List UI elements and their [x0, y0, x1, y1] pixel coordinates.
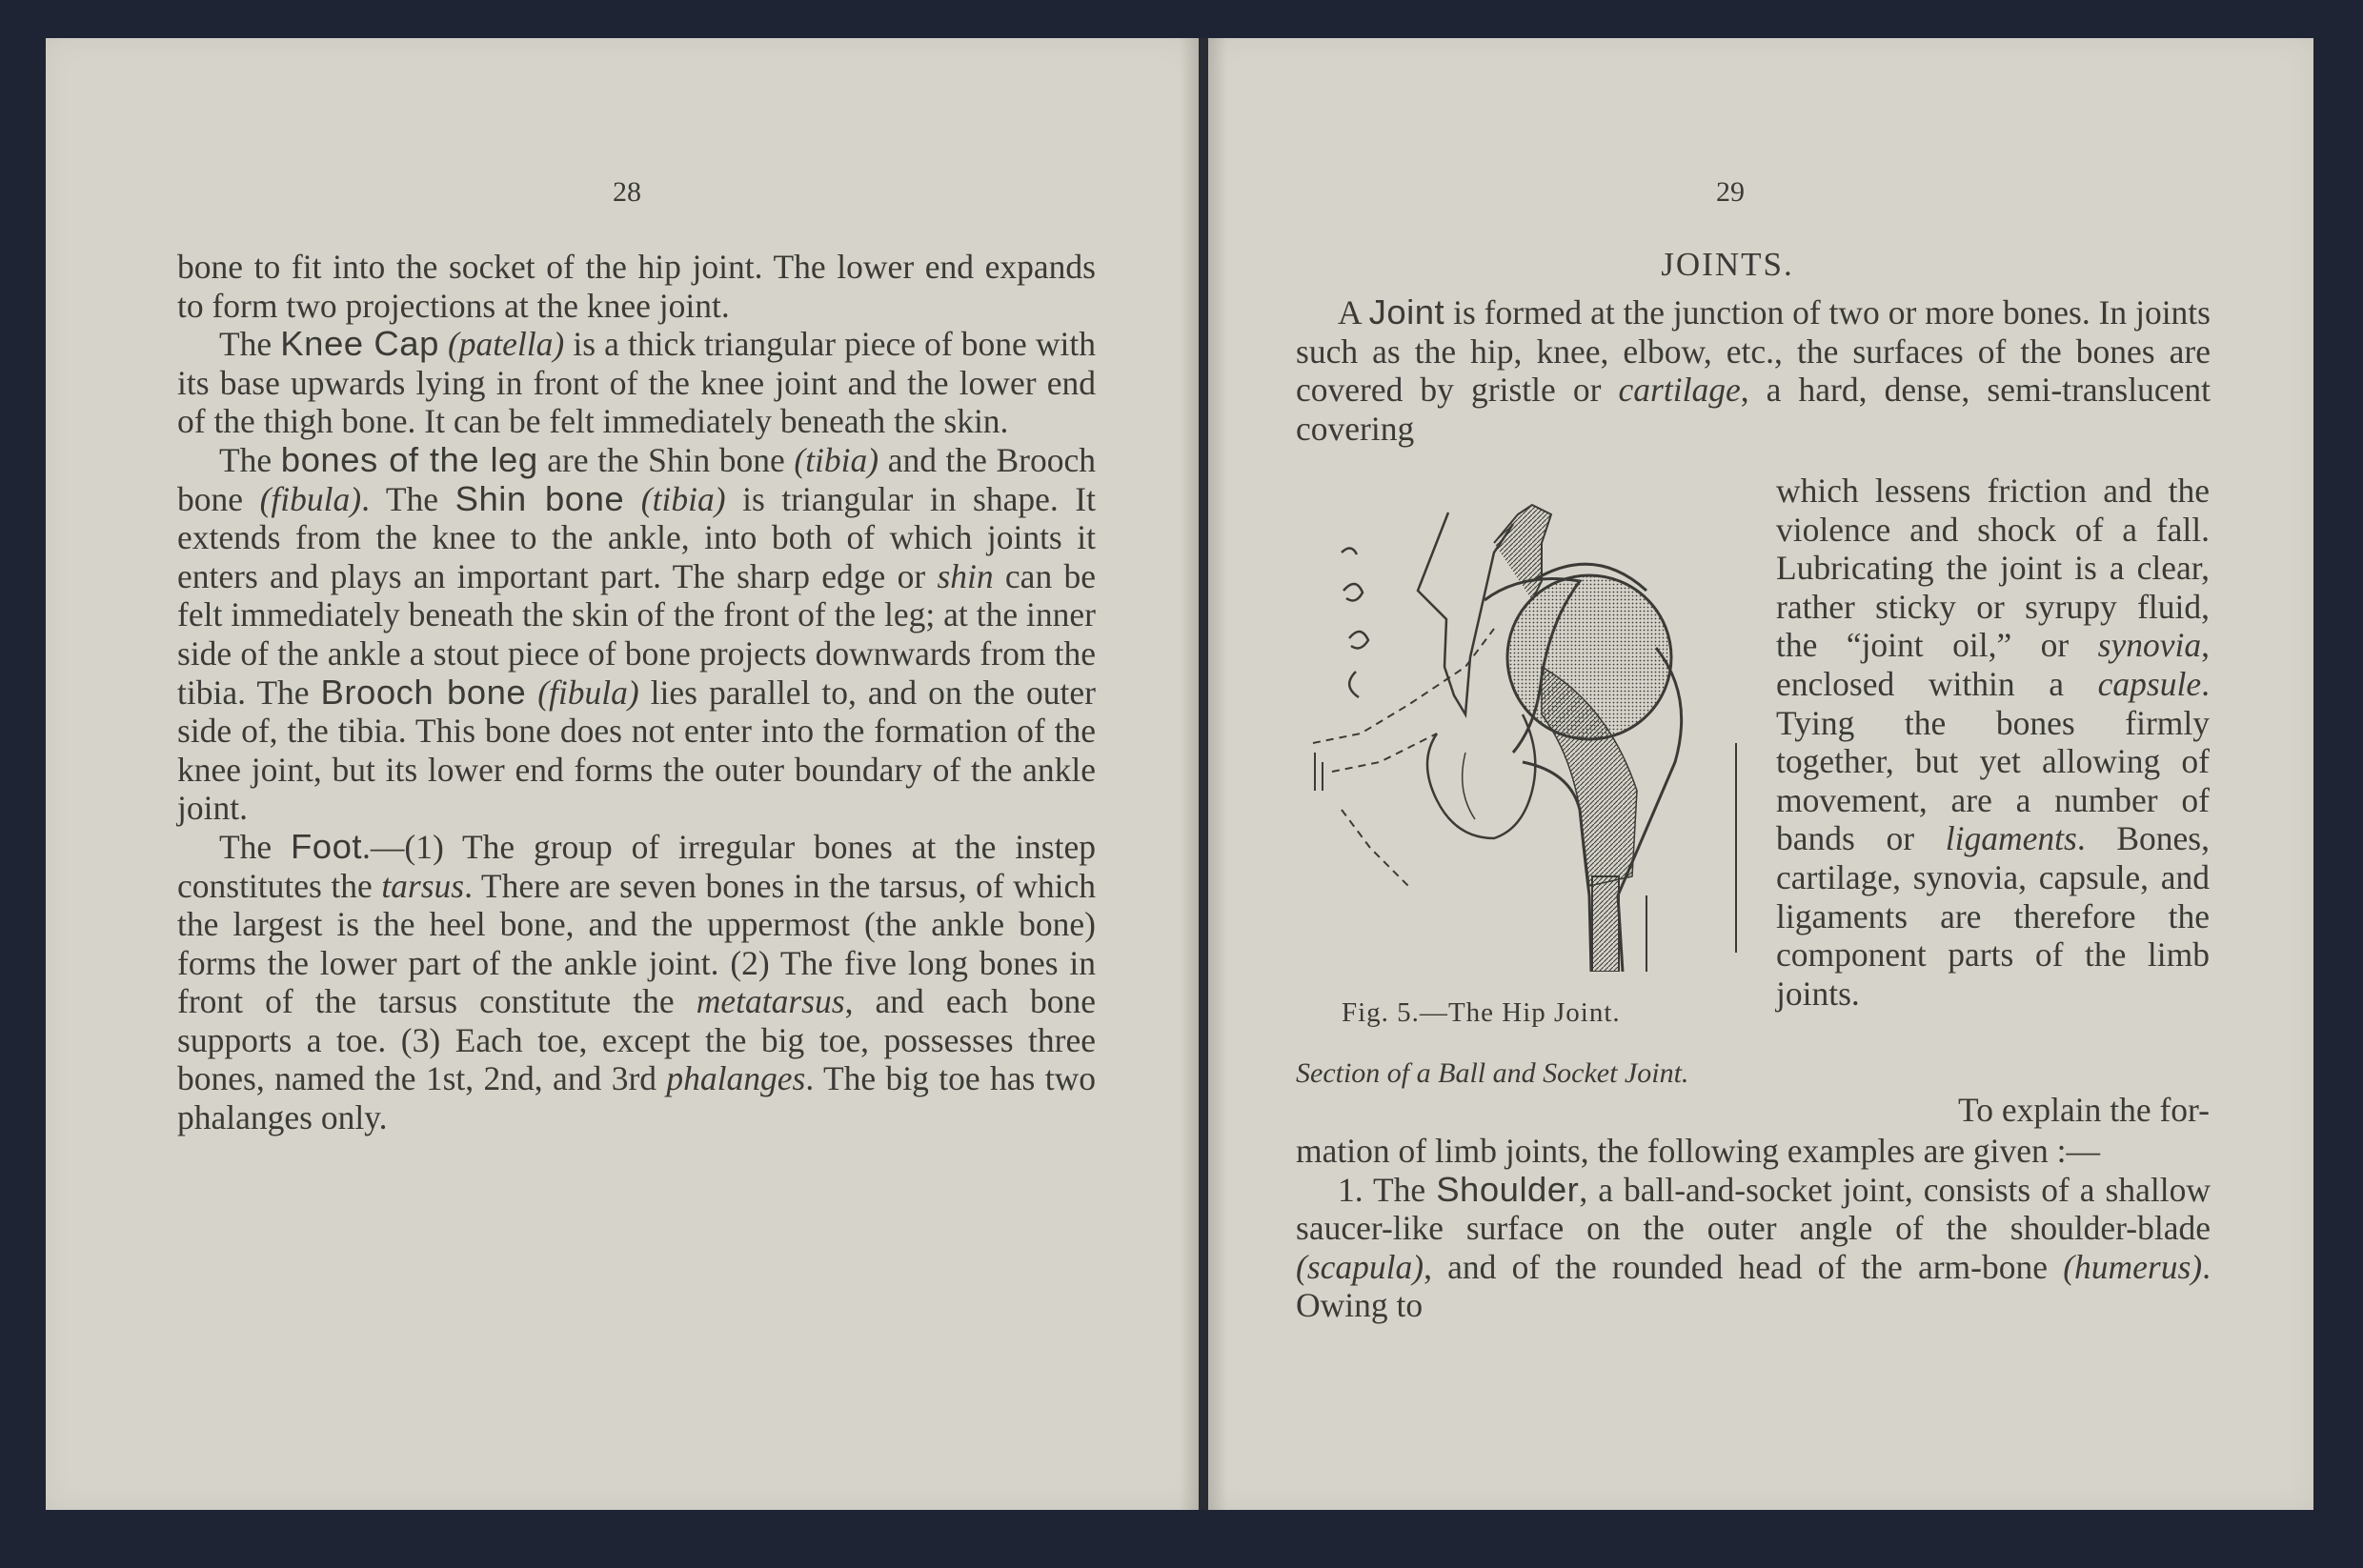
- section-title: JOINTS.: [1661, 246, 1794, 283]
- paragraph-examples: mation of limb joints, the following examples are given :—: [1296, 1132, 2100, 1170]
- heading-brooch-bone: Brooch bone: [320, 672, 527, 712]
- wrapped-text-line-end: To explain the for-: [1958, 1091, 2210, 1129]
- gutter-shadow: [1208, 38, 1227, 1510]
- figure-label: Fig. 5.—The Hip Joint.: [1342, 997, 1621, 1028]
- paragraph-joint-intro: A Joint is formed at the junction of two or more bones. In joints such as the hip, knee, elbow, etc., the surfaces of the bones are covered by gristle or cartilage, a hard, dense, semi-translucent covering: [1296, 292, 2211, 448]
- left-page: [46, 38, 1199, 1510]
- joint-intro: [1296, 293, 2211, 448]
- examples-text: [1296, 1132, 2211, 1325]
- heading-bones-of-leg: bones of the leg: [280, 439, 538, 479]
- figure-caption: Section of a Ball and Socket Joint.: [1296, 1057, 1689, 1089]
- heading-shoulder: Shoulder: [1436, 1169, 1580, 1209]
- left-body-text: [177, 248, 1096, 1137]
- paragraph-shoulder: 1. The Shoulder, a ball-and-socket joint, consists of a shallow saucer-like surface on the outer angle of the shoulder-blade (scapula), and of the rounded head of the arm-bone (humerus). Owing to: [1296, 1169, 2211, 1325]
- wrapped-text-beside-figure: which lessens friction and the violence and shock of a fall. Lubricating the joint is a clear, rather sticky or syrupy fluid, the “joint oil,” or synovia, enclosed within a capsule. Tying the bones firmly together, but yet allowing of movement, are a number of bands or ligaments. Bones, cartilage, synovia, capsule, and ligaments are therefore the component parts of the limb joints.: [1776, 472, 2210, 1013]
- right-page: [1208, 38, 2313, 1510]
- gutter-shadow: [1180, 38, 1199, 1510]
- paragraph-hip: bone to fit into the socket of the hip joint. The lower end expands to form two projections at the knee joint.: [177, 248, 1096, 325]
- heading-foot: Foot: [291, 826, 363, 866]
- page-number: 28: [613, 176, 641, 208]
- paragraph-foot: The Foot.—(1) The group of irregular bones at the instep constitutes the tarsus. There are seven bones in the tarsus, of which the largest is the heel bone, and the uppermost (the ankle bone) forms the lower part of the ankle joint. (2) The five long bones in front of the tarsus constitute the metatarsus, and each bone supports a toe. (3) Each toe, except the big toe, possesses three bones, named the 1st, 2nd, and 3rd phalanges. The big toe has two phalanges only.: [177, 826, 1097, 1137]
- paragraph-knee-cap: The Knee Cap (patella) is a thick triangular piece of bone with its base upwards lying in front of the knee joint and the lower end of the thigh bone. It can be felt immediately beneath the skin.: [177, 324, 1097, 441]
- hip-joint-figure: [1303, 476, 1761, 972]
- paragraph-leg-bones: The bones of the leg are the Shin bone (tibia) and the Brooch bone (fibula). The Shin bone (tibia) is triangular in shape. It extends from the knee to the ankle, into both of which joints it enters and plays an important part. The sharp edge or shin can be felt immediately beneath the skin of the front of the leg; at the inner side of the ankle a stout piece of bone projects downwards from the tibia. The Brooch bone (fibula) lies parallel to, and on the outer side of, the tibia. This bone does not enter into the formation of the knee joint, but its lower end forms the outer boundary of the ankle joint.: [177, 439, 1096, 828]
- page-number: 29: [1716, 176, 1745, 208]
- heading-knee-cap: Knee Cap: [280, 324, 439, 364]
- heading-shin-bone: Shin bone: [454, 478, 625, 518]
- book-gutter: [1199, 38, 1208, 1510]
- heading-joint: Joint: [1368, 292, 1445, 332]
